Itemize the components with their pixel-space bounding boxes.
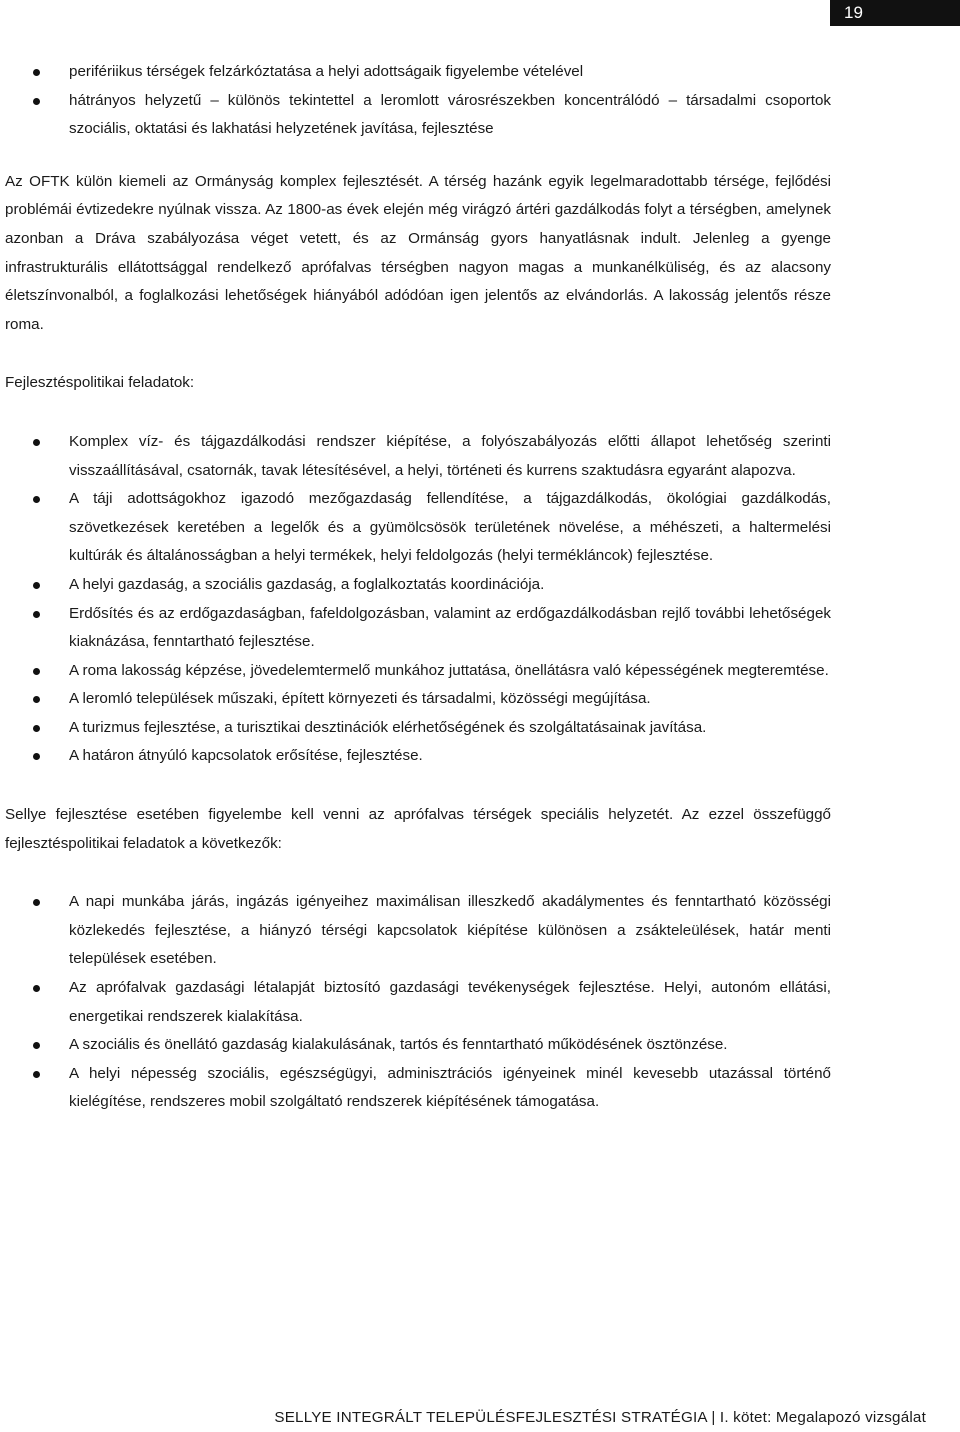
list-item: A napi munkába járás, ingázás igényeihez maximálisan illeszkedő akadálymentes és fenntartható közösségi közlekedés fejlesztése, a hiányzó térségi kapcsolatok kiépítése különösen a zsákteleülések, határ menti települések esetében. <box>5 888 831 974</box>
list-item: A leromló települések műszaki, épített környezeti és társadalmi, közösségi megújítása. <box>5 685 831 714</box>
list-item: hátrányos helyzetű – különös tekintettel a leromlott városrészekben koncentrálódó – társadalmi csoportok szociális, oktatási és lakhatási helyzetének javítása, fejlesztése <box>5 87 831 144</box>
top-bullet-list <box>5 58 831 144</box>
tasks-heading: Fejlesztéspolitikai feladatok: <box>5 374 195 392</box>
list-item: Az aprófalvak gazdasági létalapját biztosító gazdasági tevékenységek fejlesztése. Helyi, autonóm ellátási, energetikai rendszerek kialakítása. <box>5 974 831 1031</box>
list-item: A táji adottságokhoz igazodó mezőgazdaság fellendítése, a tájgazdálkodás, ökológiai gazdálkodás, szövetkezések keretében a legelők és a gyümölcsösök területének növelése, a méhészeti, a haltermelési kultúrák és általánosságban a helyi termékek, helyi feldolgozás (helyi termékláncok) fejlesztése. <box>5 485 831 571</box>
document-body <box>5 58 831 1117</box>
bullet-icon <box>33 611 40 618</box>
bullet-icon <box>33 1042 40 1049</box>
list-item: perifériikus térségek felzárkóztatása a helyi adottságaik figyelembe vételével <box>5 58 831 87</box>
bullet-icon <box>33 753 40 760</box>
list-item: Komplex víz- és tájgazdálkodási rendszer kiépítése, a folyószabályozás előtti állapot lehetőség szerinti visszaállításával, csatornák, tavak létesítésével, a helyi, történeti és kurrens szaktudásra egyaránt alapozva. <box>5 428 831 485</box>
page-number: 19 <box>830 0 960 26</box>
bullet-icon <box>33 582 40 589</box>
bullet-icon <box>33 496 40 503</box>
bullet-icon <box>33 985 40 992</box>
list-item: Erdősítés és az erdőgazdaságban, fafeldolgozásban, valamint az erdőgazdálkodásban rejlő további lehetőségek kiaknázása, fenntartható fejlesztése. <box>5 600 831 657</box>
paragraph-ormansag: Az OFTK külön kiemeli az Ormányság komplex fejlesztését. A térség hazánk egyik legelmaradottabb térsége, fejlődési problémái évtizedekre nyúlnak vissza. Az 1800-as évek elején még virágzó ártéri gazdálkodás folyt a térségben, amelynek azonban a Dráva szabályozása véget vetett, és az Ormánság gyors hanyatlásnak indult. Jelenleg a gyenge infrastrukturális ellátottsággal rendelkező aprófalvas térségben nagyon magas a munkanélküliség, és az alacsony életszínvonalból, a foglalkozási lehetőségek hiányából adódóan igen jelentős az elvándorlás. A lakosság jelentős része roma. <box>5 172 831 333</box>
bullet-icon <box>33 98 40 105</box>
bullet-icon <box>33 69 40 76</box>
list-item: A határon átnyúló kapcsolatok erősítése, fejlesztése. <box>5 742 831 771</box>
bullet-icon <box>33 668 40 675</box>
bullet-icon <box>33 696 40 703</box>
bullet-icon <box>33 899 40 906</box>
task-bullet-list <box>5 428 831 771</box>
sellye-bullet-list <box>5 888 831 1117</box>
list-item: A szociális és önellátó gazdaság kialakulásának, tartós és fenntartható működésének ösztönzése. <box>5 1031 831 1060</box>
list-item: A helyi gazdaság, a szociális gazdaság, a foglalkoztatás koordinációja. <box>5 571 831 600</box>
list-item: A roma lakosság képzése, jövedelemtermelő munkához juttatása, önellátásra való képességének megteremtése. <box>5 657 831 686</box>
paragraph-sellye: Sellye fejlesztése esetében figyelembe kell venni az aprófalvas térségek speciális helyzetét. Az ezzel összefüggő fejlesztéspolitikai feladatok a következők: <box>5 806 831 852</box>
bullet-icon <box>33 439 40 446</box>
list-item: A turizmus fejlesztése, a turisztikai desztinációk elérhetőségének és szolgáltatásainak javítása. <box>5 714 831 743</box>
bullet-icon <box>33 1071 40 1078</box>
bullet-icon <box>33 725 40 732</box>
page-footer: SELLYE INTEGRÁLT TELEPÜLÉSFEJLESZTÉSI STRATÉGIA | I. kötet: Megalapozó vizsgálat <box>274 1409 926 1426</box>
list-item: A helyi népesség szociális, egészségügyi, adminisztrációs igényeinek minél kevesebb utazással történő kielégítése, rendszeres mobil szolgáltató rendszerek kiépítésének támogatása. <box>5 1060 831 1117</box>
